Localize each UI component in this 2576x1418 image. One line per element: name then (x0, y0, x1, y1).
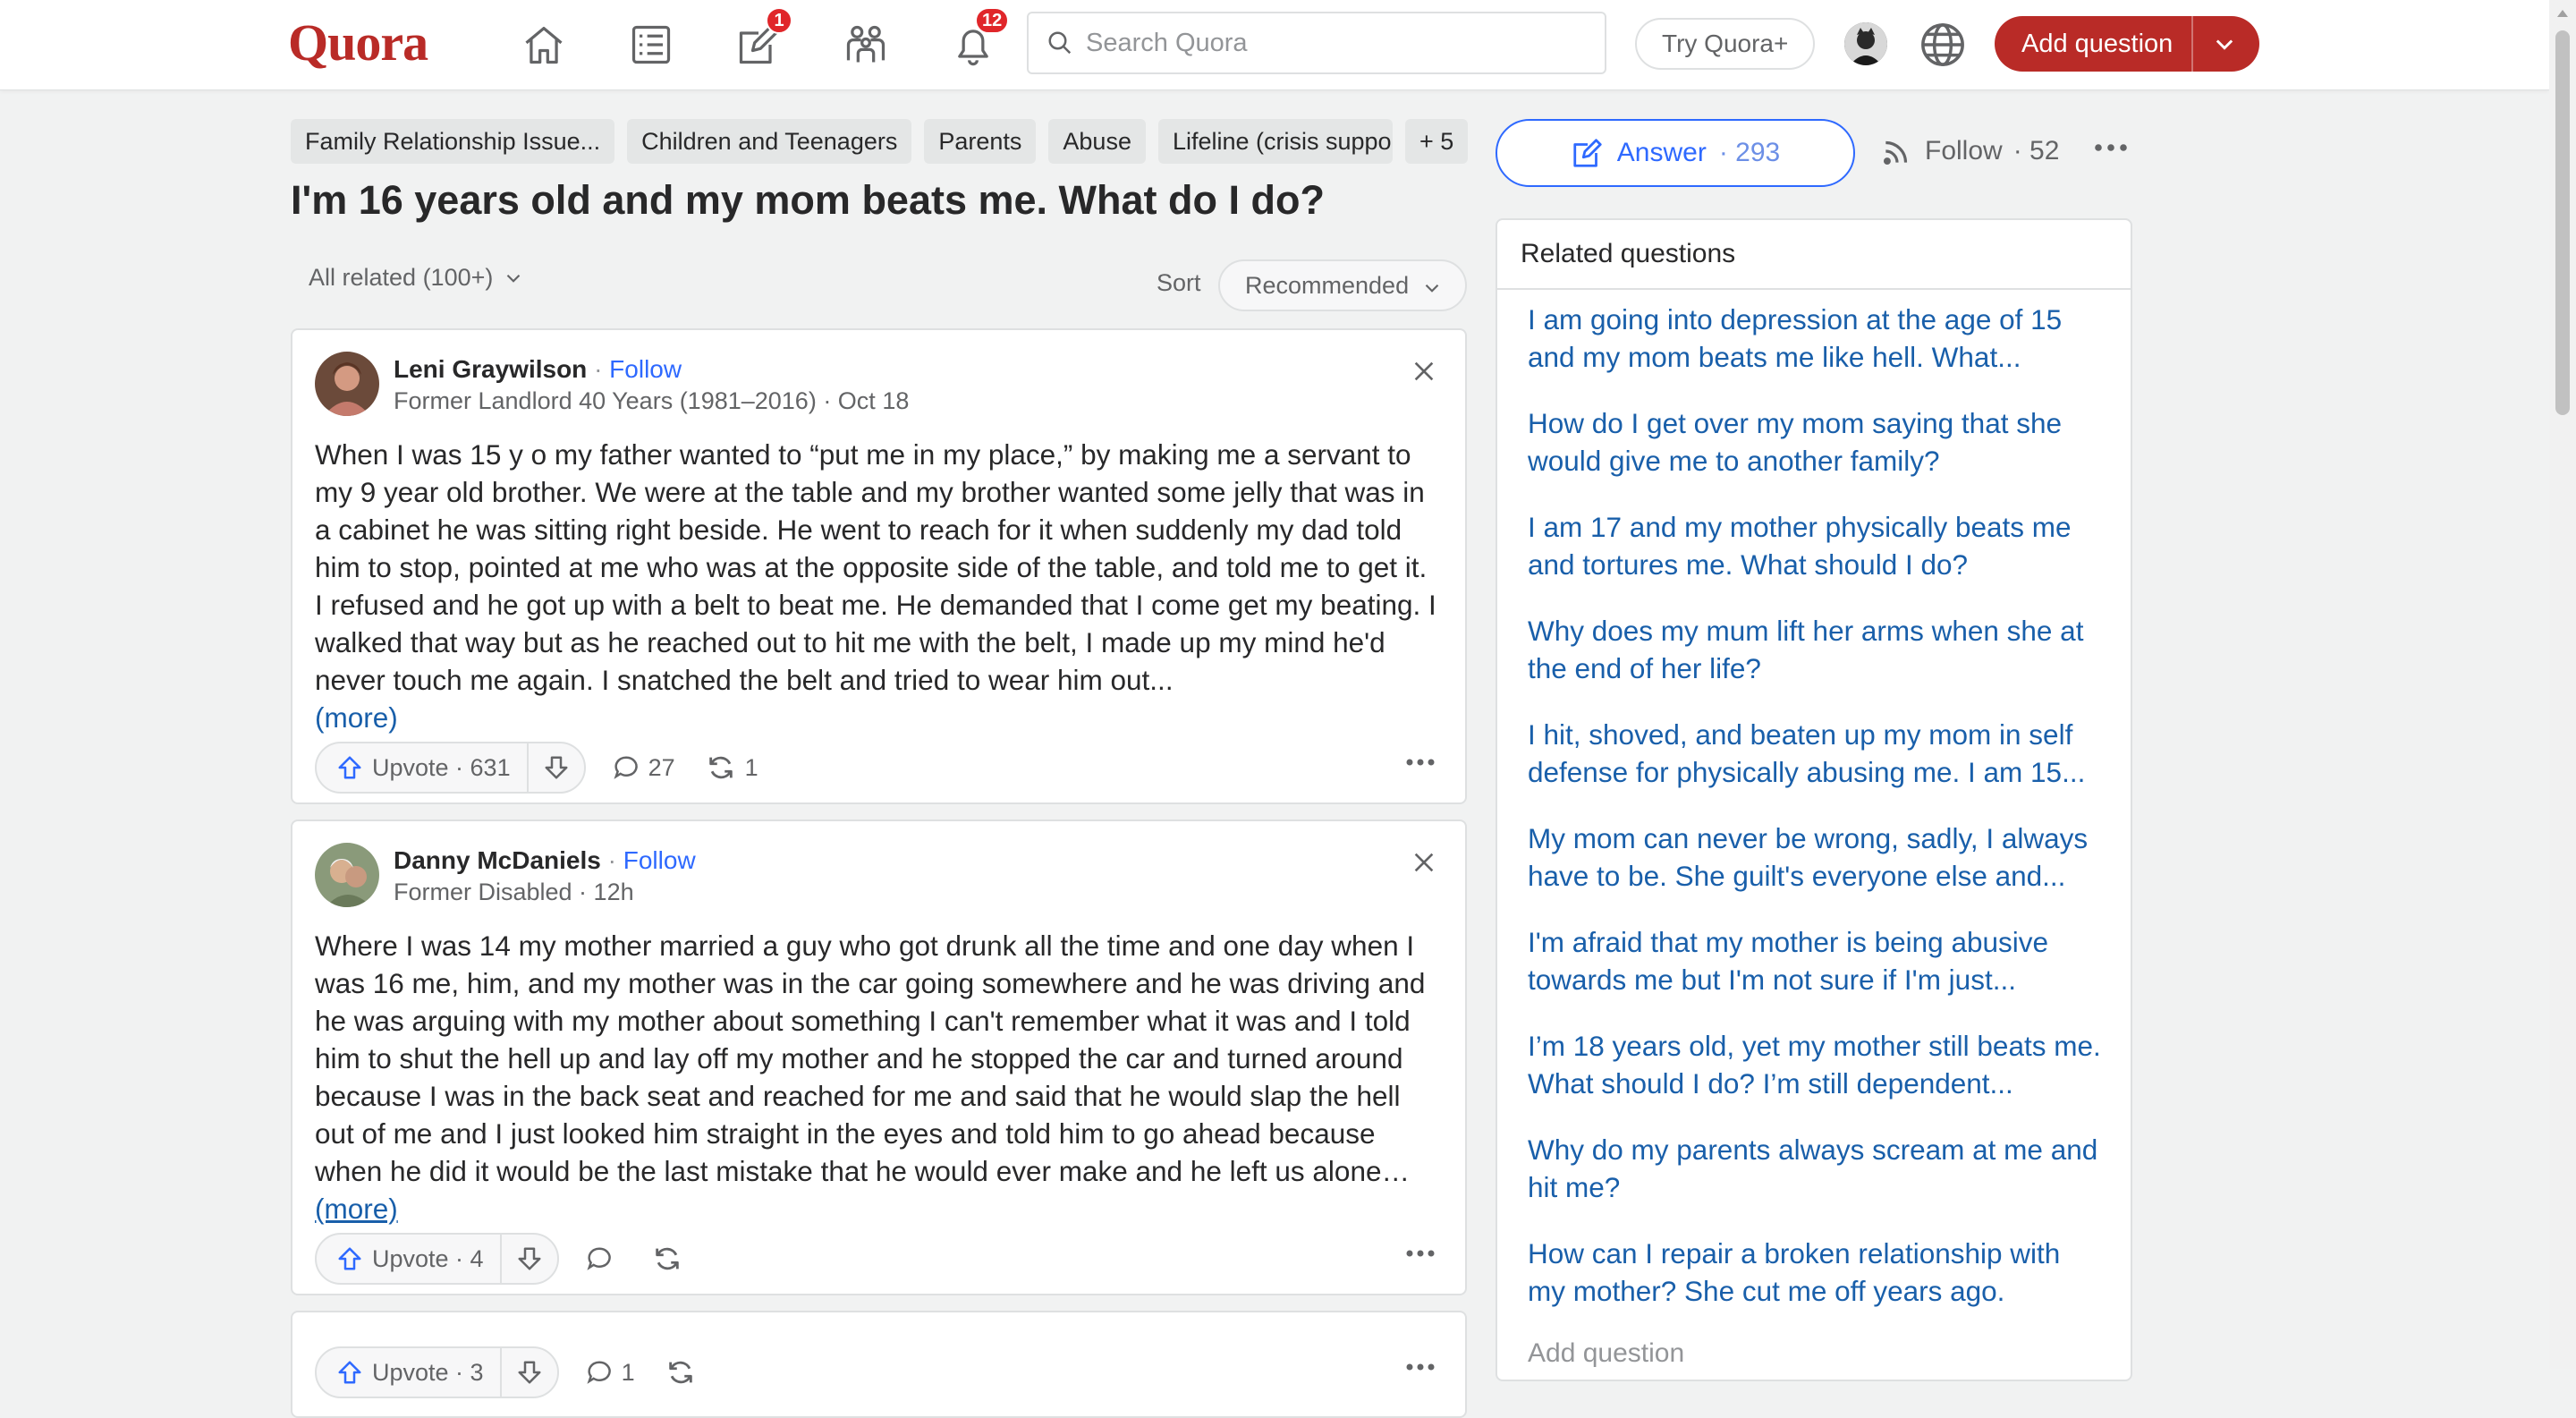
share-count: 1 (744, 753, 758, 781)
share-button[interactable] (652, 1244, 691, 1274)
topic-tag[interactable]: Children and Teenagers (627, 119, 911, 164)
comment-icon (613, 754, 640, 781)
follow-author-link[interactable]: Follow (623, 846, 696, 874)
related-question-link[interactable]: Why does my mum lift her arms when she at the end of her life? (1528, 615, 2084, 684)
close-icon[interactable] (1410, 848, 1438, 877)
add-question-link[interactable]: Add question (1528, 1338, 1685, 1368)
comment-button[interactable] (613, 754, 675, 782)
share-button[interactable] (665, 1357, 696, 1388)
sort-value: Recommended (1245, 271, 1410, 299)
add-question-label: Add question (2021, 29, 2174, 58)
page-scrollbar[interactable] (2549, 0, 2576, 1369)
related-question-link[interactable]: How can I repair a broken relationship with my mother? She cut me off years ago. (1528, 1237, 2061, 1307)
following-icon[interactable] (624, 18, 678, 72)
more-options-icon[interactable] (1404, 1361, 1436, 1377)
author-avatar[interactable] (315, 843, 379, 907)
comment-icon (586, 1245, 613, 1272)
chevron-down-icon[interactable] (2193, 31, 2256, 56)
upvote-button[interactable] (317, 1235, 500, 1283)
author-avatar[interactable] (315, 352, 379, 416)
related-question-link[interactable]: Why do my parents always scream at me and hit me? (1528, 1134, 2098, 1203)
answer-card (291, 819, 1467, 1295)
share-icon (652, 1244, 682, 1274)
answer-icon[interactable] (732, 10, 785, 72)
read-more-link[interactable]: (more) (315, 701, 398, 734)
comment-button[interactable] (586, 1359, 635, 1387)
search-bar[interactable] (1027, 12, 1606, 74)
follow-count: · 52 (2012, 136, 2060, 166)
vote-group (315, 742, 586, 794)
quora-logo[interactable]: Quora (288, 13, 428, 72)
author-name[interactable]: Leni Graywilson (394, 355, 588, 383)
downvote-button[interactable] (529, 743, 584, 792)
upvote-button[interactable] (317, 1348, 500, 1397)
upvote-arrow-icon (336, 1359, 363, 1386)
related-filter-label: All related (100+) (309, 264, 494, 291)
search-input[interactable] (1084, 28, 1589, 59)
share-icon (665, 1357, 696, 1388)
upvote-arrow-icon (336, 1245, 363, 1272)
answer-body: Where I was 14 my mother married a guy who got drunk all the time and one day when I was 16 me, him, and my mother was in the car going somewhere and he was driving and he was arguing with my mother about something I can't remember what it was and I told him to shut the hell up and lay off my mother and he stopped the car and turned around because I was in the back seat and reached for me and said that he would slap the hell out of me and I just looked him straight in the eyes and told him to go ahead because when he did it would be the last mistake that he would ever make and he left us alone… (315, 930, 1426, 1187)
related-question-link[interactable]: I’m 18 years old, yet my mother still beats me. What should I do? I’m still dependent... (1528, 1030, 2101, 1100)
answer-badge: 1 (766, 7, 792, 34)
separator-dot: · (607, 846, 623, 874)
add-question-button[interactable] (1995, 16, 2259, 72)
related-question-link[interactable]: How do I get over my mom saying that she would give me to another family? (1528, 407, 2063, 477)
topic-tags (291, 119, 1468, 164)
spaces-icon[interactable] (839, 18, 893, 72)
answer-actions (315, 742, 758, 794)
scroll-up-arrow-icon[interactable] (2549, 0, 2576, 27)
answer-pencil-icon (1571, 136, 1605, 170)
share-button[interactable] (706, 752, 758, 783)
downvote-button[interactable] (502, 1348, 557, 1397)
topic-tag[interactable]: Family Relationship Issue... (291, 119, 614, 164)
notifications-badge: 12 (975, 7, 1009, 34)
answer-count: · 293 (1718, 138, 1781, 167)
author-line (394, 846, 696, 875)
downvote-arrow-icon (516, 1359, 543, 1386)
search-icon (1046, 30, 1073, 56)
downvote-arrow-icon (516, 1245, 543, 1272)
answer-text (315, 927, 1438, 1227)
upvote-label: Upvote · 4 (372, 1244, 484, 1272)
answer-body: When I was 15 y o my father wanted to “put me in my place,” by making me a servant to my 9 year old brother. We were at the table and my brother wanted some jelly that was in a cabinet he was sitting right beside. He went to reach for it when suddenly my dad told him to stop, pointed at me who was at the opposite side of the table, and told me to get it. I refused and he got up with a belt to beat me. He demanded that I come get my beating. I walked that way but as he reached out to hit me with the belt, I made up my mind he'd never touch me again. I snatched the belt and tried to wear him out... (315, 438, 1436, 696)
scroll-thumb[interactable] (2555, 30, 2570, 415)
close-icon[interactable] (1410, 357, 1438, 386)
comment-count: 1 (621, 1358, 635, 1386)
follow-label: Follow (1925, 136, 2003, 166)
author-line (394, 355, 682, 384)
topic-tag[interactable]: Lifeline (crisis suppo (1158, 119, 1393, 164)
author-credential: Former Landlord 40 Years (1981–2016) · Oct 18 (394, 387, 910, 414)
home-icon[interactable] (517, 18, 571, 72)
downvote-arrow-icon (543, 754, 570, 781)
answer-actions (315, 1233, 691, 1285)
answer-actions (315, 1346, 696, 1398)
language-globe-icon[interactable] (1918, 20, 1968, 70)
upvote-label: Upvote · 3 (372, 1358, 484, 1386)
comment-count: 27 (648, 753, 675, 781)
chevron-down-icon (1420, 276, 1444, 300)
upvote-arrow-icon (336, 754, 363, 781)
answer-card (291, 328, 1467, 804)
separator-dot: · (594, 355, 610, 383)
share-icon (706, 752, 736, 783)
author-credential: Former Disabled · 12h (394, 879, 634, 905)
answer-text (315, 436, 1438, 736)
related-question-link[interactable]: I'm afraid that my mother is being abusive towards me but I'm not sure if I'm just... (1528, 926, 2049, 996)
answer-card (291, 1311, 1467, 1418)
sort-dropdown[interactable] (1218, 259, 1467, 311)
sort-label: Sort (1157, 269, 1201, 296)
related-question-link[interactable]: I hit, shoved, and beaten up my mom in self defense for physically abusing me. I am 15... (1528, 718, 2086, 788)
more-options-icon[interactable] (1404, 1247, 1436, 1263)
upvote-button[interactable] (317, 743, 527, 792)
related-question-link[interactable]: I am going into depression at the age of 15 and my mom beats me like hell. What... (1528, 303, 2063, 373)
top-header (0, 0, 2549, 90)
notifications-icon[interactable] (946, 10, 1003, 72)
more-topics-button[interactable]: + 5 (1405, 119, 1468, 164)
topic-tag[interactable]: Abuse (1048, 119, 1146, 164)
vote-group (315, 1346, 559, 1398)
answer-question-button[interactable] (1496, 119, 1855, 187)
follow-author-link[interactable]: Follow (609, 355, 682, 383)
related-question-link[interactable]: My mom can never be wrong, sadly, I always have to be. She guilt's everyone else and... (1528, 822, 2089, 892)
related-questions-list (1497, 290, 2131, 1328)
upvote-label: Upvote · 631 (372, 753, 511, 781)
try-quora-plus-button[interactable]: Try Quora+ (1635, 18, 1815, 70)
follow-question-button[interactable] (1880, 134, 2059, 168)
question-title: I'm 16 years old and my mom beats me. What do I do? (291, 177, 1325, 223)
related-filter[interactable] (309, 264, 525, 292)
author-name[interactable]: Danny McDaniels (394, 846, 601, 874)
more-options-icon[interactable] (1404, 756, 1436, 772)
topic-tag[interactable]: Parents (924, 119, 1036, 164)
downvote-button[interactable] (502, 1235, 557, 1283)
comment-icon (586, 1359, 613, 1386)
follow-rss-icon (1880, 134, 1914, 168)
vote-group (315, 1233, 559, 1285)
profile-avatar[interactable] (1844, 22, 1887, 65)
read-more-link[interactable]: (more) (315, 1193, 398, 1225)
chevron-down-icon (502, 267, 525, 290)
related-questions-panel (1496, 218, 2132, 1381)
related-questions-title: Related questions (1497, 220, 2131, 290)
question-more-options-icon[interactable] (2093, 141, 2129, 157)
related-question-link[interactable]: I am 17 and my mother physically beats me and tortures me. What should I do? (1528, 511, 2072, 581)
comment-button[interactable] (586, 1245, 622, 1272)
answer-label: Answer (1616, 138, 1707, 167)
